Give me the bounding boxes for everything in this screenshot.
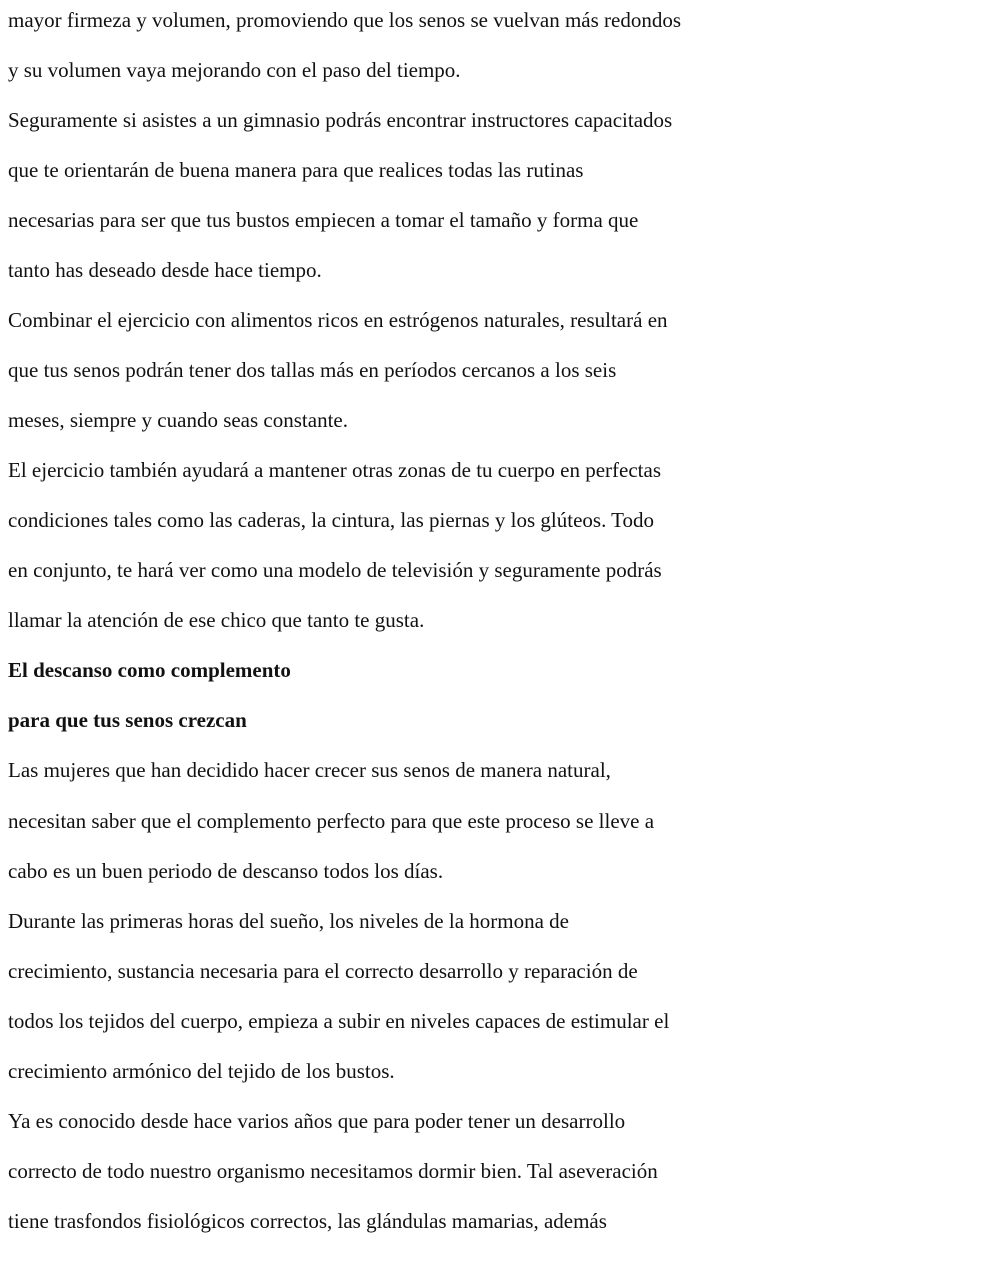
text-line: que tus senos podrán tener dos tallas más en períodos cercanos a los seis: [8, 358, 617, 382]
text-line: tanto has deseado desde hace tiempo.: [8, 258, 322, 282]
text-line: Seguramente si asistes a un gimnasio podrás encontrar instructores capacitados: [8, 108, 673, 132]
text-line: en conjunto, te hará ver como una modelo de televisión y seguramente podrás: [8, 558, 662, 582]
text-line: correcto de todo nuestro organismo necesitamos dormir bien. Tal aseveración: [8, 1159, 658, 1183]
text-line: todos los tejidos del cuerpo, empieza a subir en niveles capaces de estimular el: [8, 1009, 670, 1033]
text-line: Ya es conocido desde hace varios años que para poder tener un desarrollo: [8, 1109, 626, 1133]
text-line: crecimiento, sustancia necesaria para el correcto desarrollo y reparación de: [8, 959, 638, 983]
text-line: y su volumen vaya mejorando con el paso del tiempo.: [8, 58, 461, 82]
text-line: tiene trasfondos fisiológicos correctos, las glándulas mamarias, además: [8, 1209, 607, 1233]
text-line: mayor firmeza y volumen, promoviendo que los senos se vuelvan más redondos: [8, 8, 682, 32]
text-line: necesarias para ser que tus bustos empiecen a tomar el tamaño y forma que: [8, 208, 639, 232]
section-heading: El descanso como complemento: [8, 658, 291, 682]
text-line: Durante las primeras horas del sueño, los niveles de la hormona de: [8, 909, 570, 933]
text-line: que te orientarán de buena manera para que realices todas las rutinas: [8, 158, 584, 182]
section-heading: para que tus senos crezcan: [8, 708, 247, 732]
text-line: cabo es un buen periodo de descanso todos los días.: [8, 859, 444, 883]
text-line: crecimiento armónico del tejido de los bustos.: [8, 1059, 395, 1083]
text-line: Las mujeres que han decidido hacer crecer sus senos de manera natural,: [8, 758, 611, 782]
text-line: Combinar el ejercicio con alimentos ricos en estrógenos naturales, resultará en: [8, 308, 668, 332]
text-line: llamar la atención de ese chico que tanto te gusta.: [8, 608, 425, 632]
text-line: meses, siempre y cuando seas constante.: [8, 408, 348, 432]
text-line: condiciones tales como las caderas, la cintura, las piernas y los glúteos. Todo: [8, 508, 655, 532]
text-line: necesitan saber que el complemento perfecto para que este proceso se lleve a: [8, 809, 655, 833]
text-line: El ejercicio también ayudará a mantener otras zonas de tu cuerpo en perfectas: [8, 458, 662, 482]
